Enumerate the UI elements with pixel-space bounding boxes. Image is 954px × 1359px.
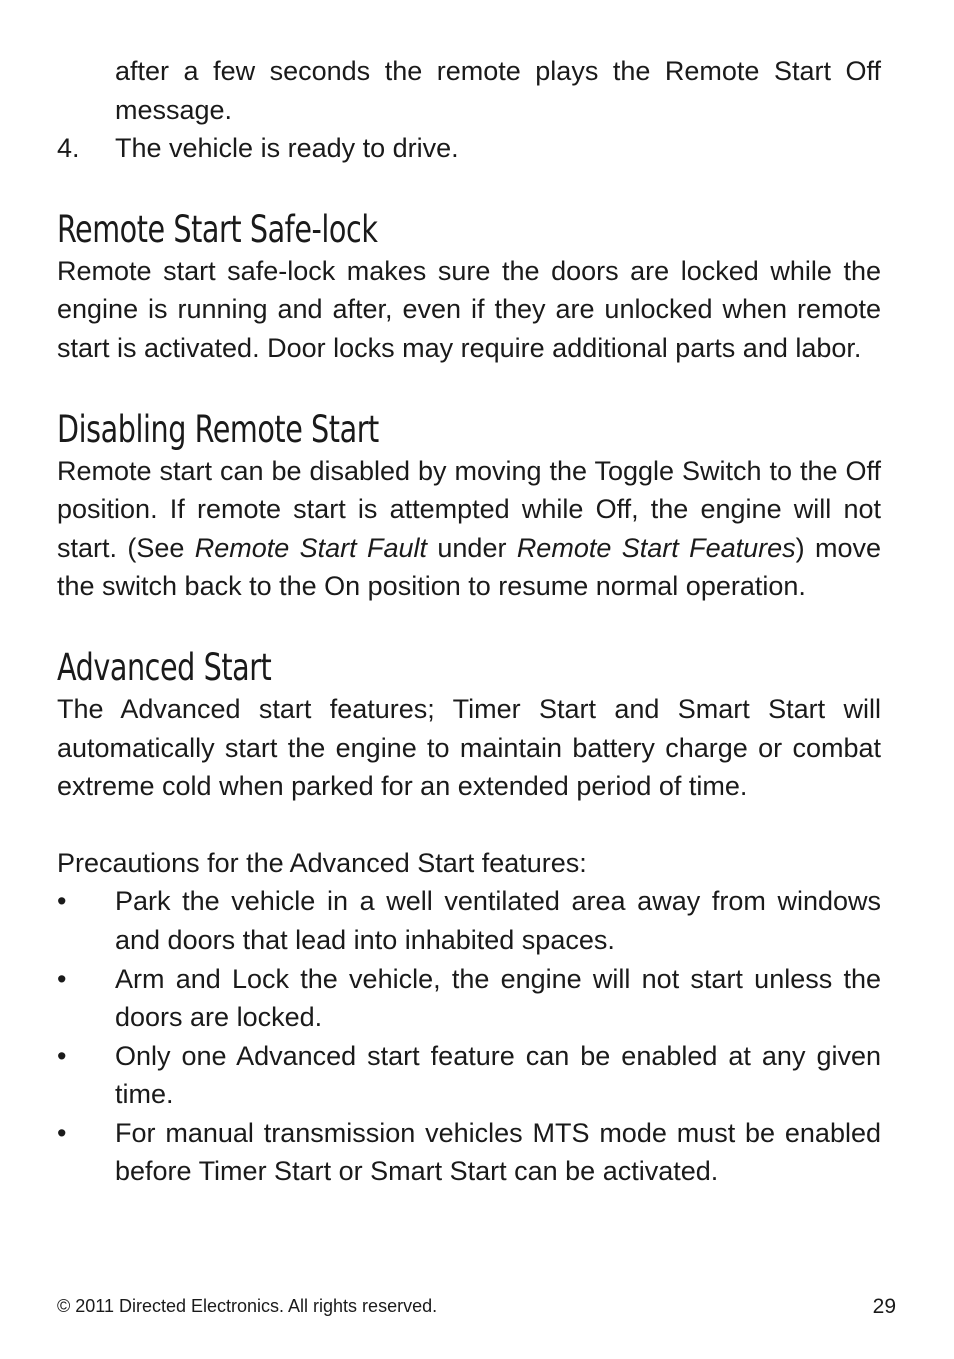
- step3-continuation: after a few seconds the remote plays the Remote Start Off message.: [115, 56, 881, 125]
- section-body: Remote start can be disabled by moving the Toggle Switch to the Off position. If remote start is attempted while Off, the engine will not start. (See Remote Start Fault under Remote Start Features) move the switch back to the On position to resume normal operation.: [57, 455, 881, 602]
- advanced-section: [57, 646, 881, 1191]
- bullet-icon: •: [57, 1040, 67, 1071]
- precautions-list: [57, 882, 881, 1191]
- reference-remote-start-features: Remote Start Features: [516, 532, 796, 563]
- list-item: • Arm and Lock the vehicle, the engine will not start unless the doors are locked.: [57, 960, 881, 1037]
- section-heading: Advanced Start: [57, 645, 272, 689]
- safelock-section: [57, 208, 881, 368]
- precautions-title: Precautions for the Advanced Start features:: [57, 847, 587, 878]
- section-body: The Advanced start features; Timer Start and Smart Start will automatically start the engine to maintain battery charge or combat extreme cold when parked for an extended period of time.: [57, 693, 881, 802]
- copyright-notice: © 2011 Directed Electronics. All rights reserved.: [57, 1296, 438, 1316]
- step-number: 4.: [57, 133, 80, 164]
- bullet-icon: •: [57, 963, 67, 994]
- list-item: [57, 129, 881, 168]
- section-heading: Disabling Remote Start: [57, 407, 379, 451]
- section-body: Remote start safe-lock makes sure the doors are locked while the engine is running and after, even if they are unlocked when remote start is activated. Door locks may require additional parts and labor.: [57, 255, 881, 363]
- list-item: • Only one Advanced start feature can be enabled at any given time.: [57, 1037, 881, 1114]
- disabling-section: [57, 408, 881, 606]
- steps-list: [57, 129, 881, 168]
- list-item: • For manual transmission vehicles MTS mode must be enabled before Timer Start or Smart Start can be activated.: [57, 1114, 881, 1191]
- section-heading: Remote Start Safe-lock: [57, 207, 378, 251]
- list-item: • Park the vehicle in a well ventilated area away from windows and doors that lead into inhabited spaces.: [57, 882, 881, 959]
- page-number: 29: [872, 1295, 896, 1318]
- bullet-icon: •: [57, 1117, 67, 1148]
- bullet-icon: •: [57, 886, 67, 917]
- reference-remote-start-fault: Remote Start Fault: [194, 532, 428, 563]
- step-text: The vehicle is ready to drive.: [115, 133, 459, 164]
- page-content: [57, 52, 881, 1191]
